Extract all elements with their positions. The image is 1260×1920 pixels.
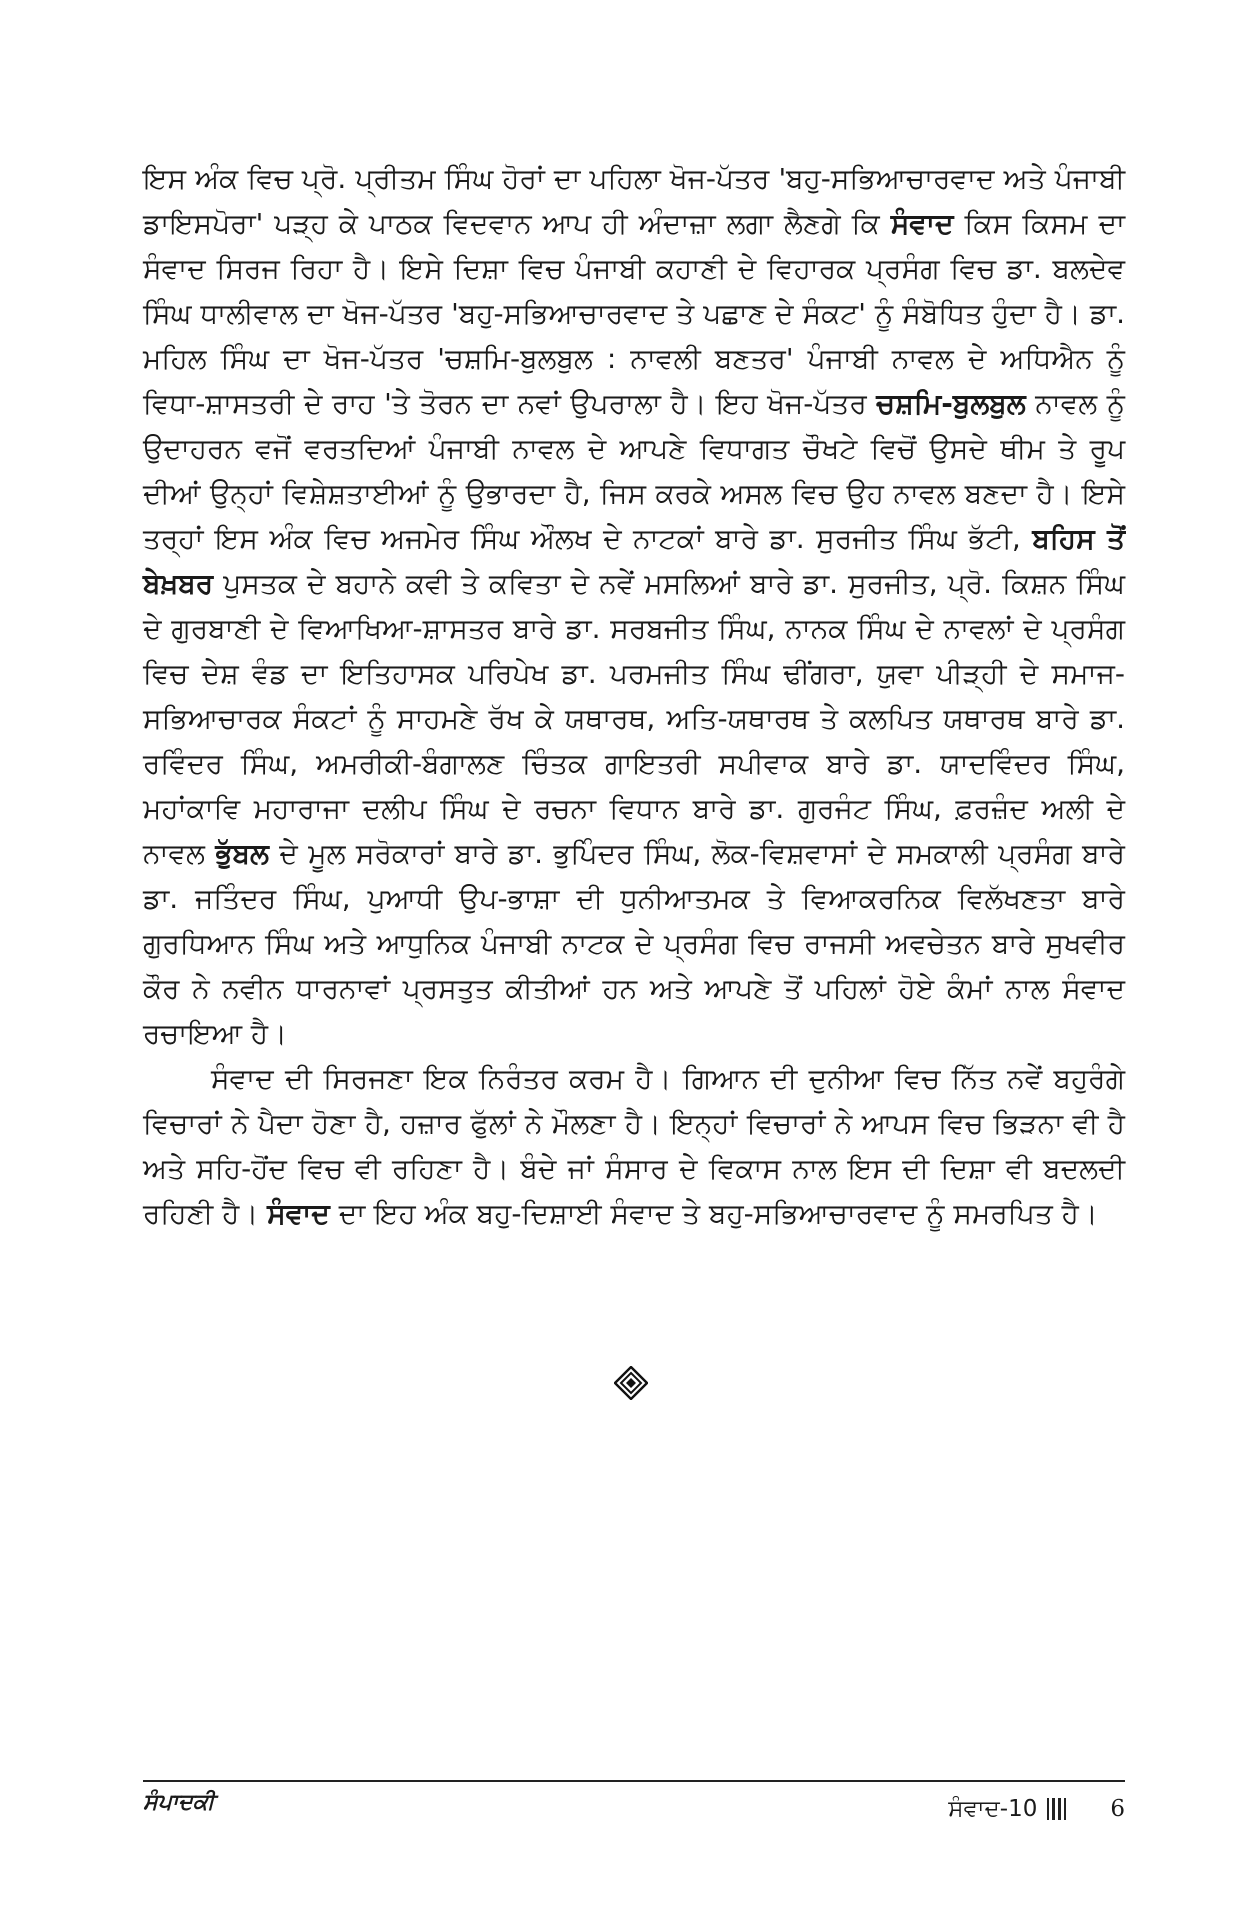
paragraph-1 — [143, 156, 1125, 1056]
diamond-ornament-icon — [614, 1366, 648, 1400]
footer-section-title: ਸੰਪਾਦਕੀ — [143, 1790, 215, 1815]
bold-term-samvad-2: ਸੰਵਾਦ — [267, 1197, 330, 1230]
paragraph-1-text-4: ਪੁਸਤਕ ਦੇ ਬਹਾਨੇ ਕਵੀ ਤੇ ਕਵਿਤਾ ਦੇ ਨਵੇਂ ਮਸਲਿਆਂ ਬਾਰੇ ਡਾ. ਸੁਰਜੀਤ, ਪ੍ਰੋ. ਕਿਸ਼ਨ ਸਿੰਘ ਦੇ ਗੁਰਬਾਣੀ ਦੇ ਵਿਆਖਿਆ-ਸ਼ਾਸਤਰ ਬਾਰੇ ਡਾ. ਸਰਬਜੀਤ ਸਿੰਘ, ਨਾਨਕ ਸਿੰਘ ਦੇ ਨਾਵਲਾਂ ਦੇ ਪ੍ਰਸੰਗ ਵਿਚ ਦੇਸ਼ ਵੰਡ ਦਾ ਇਤਿਹਾਸਕ ਪਰਿਪੇਖ ਡਾ. ਪਰਮਜੀਤ ਸਿੰਘ ਢੀਂਗਰਾ, ਯੁਵਾ ਪੀੜ੍ਹੀ ਦੇ ਸਮਾਜ-ਸਭਿਆਚਾਰਕ ਸੰਕਟਾਂ ਨੂੰ ਸਾਹਮਣੇ ਰੱਖ ਕੇ ਯਥਾਰਥ, ਅਤਿ-ਯਥਾਰਥ ਤੇ ਕਲਪਿਤ ਯਥਾਰਥ ਬਾਰੇ ਡਾ. ਰਵਿੰਦਰ ਸਿੰਘ, ਅਮਰੀਕੀ-ਬੰਗਾਲਣ ਚਿੰਤਕ ਗਾਇਤਰੀ ਸਪੀਵਾਕ ਬਾਰੇ ਡਾ. ਯਾਦਵਿੰਦਰ ਸਿੰਘ, ਮਹਾਂਕਾਵਿ ਮਹਾਰਾਜਾ ਦਲੀਪ ਸਿੰਘ ਦੇ ਰਚਨਾ ਵਿਧਾਨ ਬਾਰੇ ਡਾ. ਗੁਰਜੰਟ ਸਿੰਘ, ਫ਼ਰਜ਼ੰਦ ਅਲੀ ਦੇ ਨਾਵਲ — [143, 567, 1125, 870]
paragraph-2 — [143, 1056, 1125, 1236]
footer-rule — [143, 1780, 1125, 1782]
journal-name: ਸੰਵਾਦ-10 — [948, 1796, 1038, 1822]
editorial-body — [143, 156, 1125, 1236]
paragraph-1-text-3: ਨਾਵਲ ਨੂੰ ਉਦਾਹਰਨ ਵਜੋਂ ਵਰਤਦਿਆਂ ਪੰਜਾਬੀ ਨਾਵਲ ਦੇ ਆਪਣੇ ਵਿਧਾਗਤ ਚੌਖਟੇ ਵਿਚੋਂ ਉਸਦੇ ਥੀਮ ਤੇ ਰੂਪ ਦੀਆਂ ਉਨ੍ਹਾਂ ਵਿਸ਼ੇਸ਼ਤਾਈਆਂ ਨੂੰ ਉਭਾਰਦਾ ਹੈ, ਜਿਸ ਕਰਕੇ ਅਸਲ ਵਿਚ ਉਹ ਨਾਵਲ ਬਣਦਾ ਹੈ। ਇਸੇ ਤਰ੍ਹਾਂ ਇਸ ਅੰਕ ਵਿਚ ਅਜਮੇਰ ਸਿੰਘ ਔਲਖ ਦੇ ਨਾਟਕਾਂ ਬਾਰੇ ਡਾ. ਸੁਰਜੀਤ ਸਿੰਘ ਭੱਟੀ, — [143, 387, 1125, 555]
footer-journal-info — [948, 1796, 1125, 1822]
paragraph-2-text-2: ਦਾ ਇਹ ਅੰਕ ਬਹੁ-ਦਿਸ਼ਾਈ ਸੰਵਾਦ ਤੇ ਬਹੁ-ਸਭਿਆਚਾਰਵਾਦ ਨੂੰ ਸਮਰਪਿਤ ਹੈ। — [329, 1197, 1098, 1230]
bold-term-samvad: ਸੰਵਾਦ — [890, 207, 954, 240]
bold-term-bhubbal: ਭੁੱਬਲ — [215, 837, 269, 870]
paragraph-1-text-2: ਕਿਸ ਕਿਸਮ ਦਾ ਸੰਵਾਦ ਸਿਰਜ ਰਿਹਾ ਹੈ। ਇਸੇ ਦਿਸ਼ਾ ਵਿਚ ਪੰਜਾਬੀ ਕਹਾਣੀ ਦੇ ਵਿਹਾਰਕ ਪ੍ਰਸੰਗ ਵਿਚ ਡਾ. ਬਲਦੇਵ ਸਿੰਘ ਧਾਲੀਵਾਲ ਦਾ ਖੋਜ-ਪੱਤਰ 'ਬਹੁ-ਸਭਿਆਚਾਰਵਾਦ ਤੇ ਪਛਾਣ ਦੇ ਸੰਕਟ' ਨੂੰ ਸੰਬੋਧਿਤ ਹੁੰਦਾ ਹੈ। ਡਾ. ਮਹਿਲ ਸਿੰਘ ਦਾ ਖੋਜ-ਪੱਤਰ 'ਚਸ਼ਮਿ-ਬੁਲਬੁਲ : ਨਾਵਲੀ ਬਣਤਰ' ਪੰਜਾਬੀ ਨਾਵਲ ਦੇ ਅਧਿਐਨ ਨੂੰ ਵਿਧਾ-ਸ਼ਾਸਤਰੀ ਦੇ ਰਾਹ 'ਤੇ ਤੋਰਨ ਦਾ ਨਵਾਂ ਉਪਰਾਲਾ ਹੈ। ਇਹ ਖੋਜ-ਪੱਤਰ — [143, 207, 1125, 420]
bold-term-chashm-i-bulbul: ਚਸ਼ਮਿ-ਬੁਲਬੁਲ — [876, 387, 1026, 420]
bold-term-bahis-ton-bekhabar: ਬਹਿਸ ਤੋਂ ਬੇਖ਼ਬਰ — [143, 522, 1125, 600]
paragraph-1-text-5: ਦੇ ਮੂਲ ਸਰੋਕਾਰਾਂ ਬਾਰੇ ਡਾ. ਭੁਪਿੰਦਰ ਸਿੰਘ, ਲੋਕ-ਵਿਸ਼ਵਾਸਾਂ ਦੇ ਸਮਕਾਲੀ ਪ੍ਰਸੰਗ ਬਾਰੇ ਡਾ. ਜਤਿੰਦਰ ਸਿੰਘ, ਪੁਆਧੀ ਉਪ-ਭਾਸ਼ਾ ਦੀ ਧੁਨੀਆਤਮਕ ਤੇ ਵਿਆਕਰਨਿਕ ਵਿਲੱਖਣਤਾ ਬਾਰੇ ਗੁਰਧਿਆਨ ਸਿੰਘ ਅਤੇ ਆਧੁਨਿਕ ਪੰਜਾਬੀ ਨਾਟਕ ਦੇ ਪ੍ਰਸੰਗ ਵਿਚ ਰਾਜਸੀ ਅਵਚੇਤਨ ਬਾਰੇ ਸੁਖਵੀਰ ਕੌਰ ਨੇ ਨਵੀਨ ਧਾਰਨਾਵਾਂ ਪ੍ਰਸਤੁਤ ਕੀਤੀਆਂ ਹਨ ਅਤੇ ਆਪਣੇ ਤੋਂ ਪਹਿਲਾਂ ਹੋਏ ਕੰਮਾਂ ਨਾਲ ਸੰਵਾਦ ਰਚਾਇਆ ਹੈ। — [143, 837, 1125, 1050]
vertical-bars-icon — [1047, 1798, 1066, 1820]
page-number: 6 — [1110, 1796, 1125, 1822]
paragraph-1-text-1: ਇਸ ਅੰਕ ਵਿਚ ਪ੍ਰੋ. ਪ੍ਰੀਤਮ ਸਿੰਘ ਹੋਰਾਂ ਦਾ ਪਹਿਲਾ ਖੋਜ-ਪੱਤਰ 'ਬਹੁ-ਸਭਿਆਚਾਰਵਾਦ ਅਤੇ ਪੰਜਾਬੀ ਡਾਇਸਪੋਰਾ' ਪੜ੍ਹ ਕੇ ਪਾਠਕ ਵਿਦਵਾਨ ਆਪ ਹੀ ਅੰਦਾਜ਼ਾ ਲਗਾ ਲੈਣਗੇ ਕਿ — [143, 162, 1125, 240]
paragraph-2-text-1: ਸੰਵਾਦ ਦੀ ਸਿਰਜਣਾ ਇਕ ਨਿਰੰਤਰ ਕਰਮ ਹੈ। ਗਿਆਨ ਦੀ ਦੁਨੀਆ ਵਿਚ ਨਿੱਤ ਨਵੇਂ ਬਹੁਰੰਗੇ ਵਿਚਾਰਾਂ ਨੇ ਪੈਦਾ ਹੋਣਾ ਹੈ, ਹਜ਼ਾਰ ਫੁੱਲਾਂ ਨੇ ਮੌਲਣਾ ਹੈ। ਇਨ੍ਹਾਂ ਵਿਚਾਰਾਂ ਨੇ ਆਪਸ ਵਿਚ ਭਿੜਨਾ ਵੀ ਹੈ ਅਤੇ ਸਹਿ-ਹੋਂਦ ਵਿਚ ਵੀ ਰਹਿਣਾ ਹੈ। ਬੰਦੇ ਜਾਂ ਸੰਸਾਰ ਦੇ ਵਿਕਾਸ ਨਾਲ ਇਸ ਦੀ ਦਿਸ਼ਾ ਵੀ ਬਦਲਦੀ ਰਹਿਣੀ ਹੈ। — [143, 1062, 1125, 1230]
